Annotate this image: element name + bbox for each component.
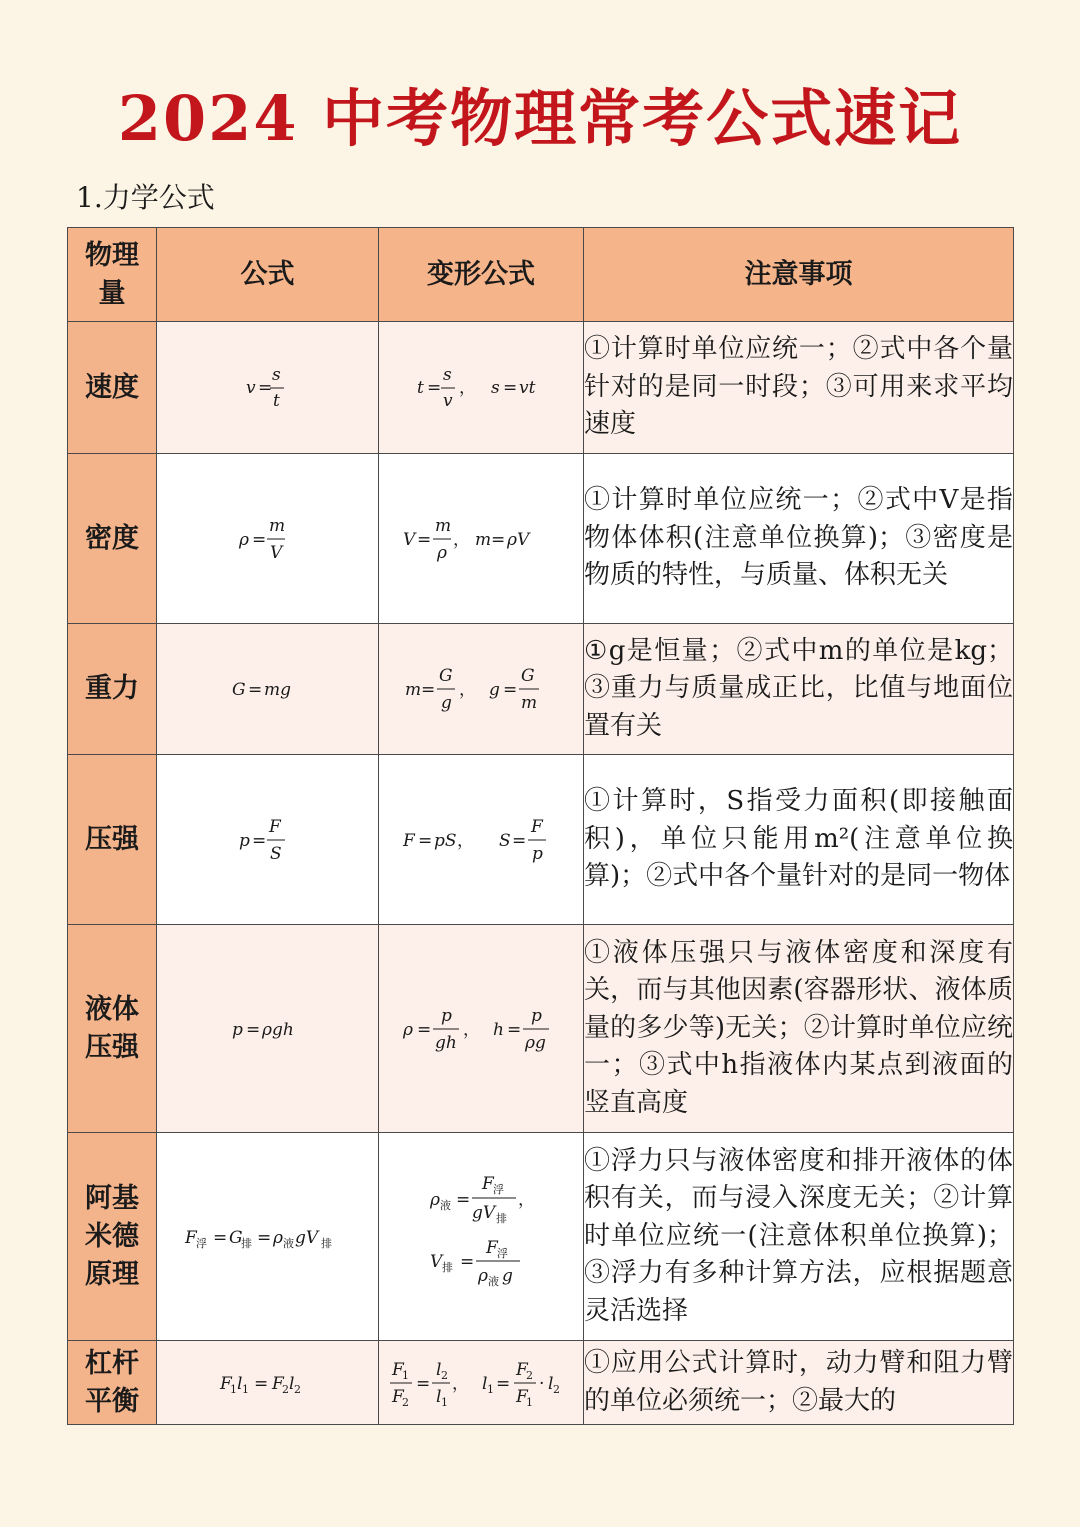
- quantity-name: [68, 1133, 157, 1341]
- svg-text:=: =: [503, 377, 518, 398]
- svg-text:=: =: [245, 1019, 260, 1040]
- formula-cell: [157, 1341, 379, 1425]
- svg-text:l: l: [482, 1373, 488, 1394]
- svg-text:，: ，: [518, 1189, 535, 1210]
- table-header-row: [68, 228, 1014, 322]
- svg-text:s: s: [271, 364, 281, 385]
- deformed-formula-speed: [411, 358, 551, 418]
- svg-text:ρ: ρ: [403, 1019, 413, 1040]
- formula-cell: [157, 454, 379, 624]
- svg-text:1: 1: [441, 1395, 448, 1409]
- deformed-formula-cell: [379, 1341, 584, 1425]
- svg-text:l: l: [548, 1373, 554, 1394]
- formula-cell: [157, 322, 379, 454]
- svg-text:=: =: [460, 1251, 475, 1272]
- svg-text:2: 2: [281, 1382, 289, 1396]
- formula-gravity: [228, 669, 308, 709]
- svg-text:G: G: [231, 680, 246, 700]
- svg-text:F: F: [184, 1227, 197, 1248]
- deformed-formula-cell: [379, 624, 584, 755]
- svg-text:，: ，: [457, 830, 474, 851]
- svg-text:gV: gV: [472, 1202, 496, 1223]
- formula-liquid-pressure: [228, 1009, 308, 1049]
- formula-speed: [238, 358, 298, 418]
- quantity-label: 阿基米德原理: [85, 1182, 139, 1290]
- svg-text:=: =: [491, 529, 506, 550]
- svg-text:2: 2: [293, 1382, 301, 1396]
- svg-text:G: G: [439, 666, 453, 686]
- table-row: [68, 1133, 1014, 1341]
- deformed-formula-pressure: [401, 810, 561, 870]
- svg-text:F: F: [482, 1173, 494, 1194]
- svg-text:F: F: [392, 1386, 404, 1407]
- section-title: 1.力学公式: [76, 181, 215, 214]
- svg-text:l: l: [288, 1373, 294, 1394]
- svg-text:s: s: [491, 377, 500, 398]
- svg-text:=: =: [417, 529, 432, 550]
- quantity-label: 杠杆平衡: [85, 1347, 139, 1417]
- table-row: [68, 925, 1014, 1133]
- svg-text:排: 排: [320, 1236, 332, 1250]
- svg-text:g: g: [441, 693, 452, 713]
- svg-text:1: 1: [487, 1382, 494, 1396]
- svg-text:vt: vt: [519, 377, 536, 398]
- table-row: [68, 1341, 1014, 1425]
- deformed-formula-cell: [379, 322, 584, 454]
- deformed-formula-cell: [379, 454, 584, 624]
- svg-text:1: 1: [402, 1368, 409, 1382]
- svg-text:ρg: ρg: [525, 1032, 546, 1053]
- note-cell: ①应用公式计算时，动力臂和阻力臂的单位必须统一；②最大的: [584, 1341, 1014, 1425]
- svg-text:l: l: [436, 1386, 442, 1407]
- svg-text:gV: gV: [294, 1227, 318, 1248]
- svg-text:·: ·: [539, 1373, 545, 1394]
- svg-text:=: =: [417, 1019, 432, 1040]
- quantity-name: [68, 925, 157, 1133]
- formula-cell: [157, 925, 379, 1133]
- svg-text:h: h: [493, 1019, 504, 1040]
- svg-text:=: =: [507, 1019, 522, 1040]
- svg-text:1: 1: [229, 1382, 237, 1396]
- svg-text:=: =: [257, 377, 272, 398]
- svg-text:p: p: [231, 1019, 243, 1040]
- svg-text:=: =: [253, 1373, 268, 1394]
- svg-text:p: p: [532, 843, 543, 864]
- table-row: [68, 322, 1014, 454]
- svg-text:mg: mg: [263, 680, 291, 700]
- deformed-formula-gravity: [401, 659, 561, 719]
- svg-text:p: p: [531, 1005, 542, 1026]
- svg-text:V: V: [269, 542, 282, 563]
- quantity-name: 密度: [68, 454, 157, 624]
- svg-text:=: =: [256, 1227, 271, 1248]
- svg-text:浮: 浮: [497, 1246, 508, 1260]
- header-quantity: [68, 228, 157, 322]
- deformed-formula-lever: [386, 1353, 576, 1413]
- svg-text:=: =: [421, 680, 436, 700]
- formula-cell: [157, 755, 379, 925]
- svg-text:=: =: [418, 830, 433, 851]
- svg-text:排: 排: [496, 1211, 507, 1225]
- svg-text:p: p: [238, 830, 250, 851]
- svg-text:t: t: [417, 377, 424, 398]
- svg-text:G: G: [228, 1227, 243, 1248]
- svg-text:m: m: [268, 515, 285, 536]
- svg-text:浮: 浮: [195, 1236, 207, 1250]
- svg-text:G: G: [521, 666, 535, 686]
- table-row: [68, 454, 1014, 624]
- svg-text:V: V: [403, 529, 416, 550]
- deformed-formula-cell: [379, 1133, 584, 1341]
- svg-text:液: 液: [282, 1236, 294, 1250]
- deformed-formula-density: [401, 509, 561, 569]
- table-row: [68, 755, 1014, 925]
- svg-text:，: ，: [463, 1019, 480, 1040]
- svg-text:，: ，: [452, 1373, 469, 1394]
- svg-text:排: 排: [240, 1236, 252, 1250]
- svg-text:m: m: [475, 529, 492, 550]
- svg-text:F: F: [516, 1386, 528, 1407]
- formula-cell: [157, 624, 379, 755]
- svg-text:排: 排: [442, 1260, 453, 1274]
- header-notes: 注意事项: [584, 228, 1014, 322]
- svg-text:ρ: ρ: [437, 542, 447, 563]
- deformed-formula-cell: [379, 755, 584, 925]
- svg-text:V: V: [430, 1251, 443, 1272]
- svg-text:2: 2: [553, 1382, 560, 1396]
- svg-text:=: =: [212, 1227, 227, 1248]
- svg-text:=: =: [416, 1373, 431, 1394]
- note-cell: ①计算时单位应统一；②式中各个量针对的是同一时段；③可用来求平均速度: [584, 322, 1014, 454]
- note-cell: ①液体压强只与液体密度和深度有关，而与其他因素(容器形状、液体质量的多少等)无关；②计算时单位应统一；③式中h指液体内某点到液面的竖直高度: [584, 925, 1014, 1133]
- formula-lever: [218, 1363, 318, 1403]
- formula-table: [67, 227, 1014, 1425]
- svg-text:ρ: ρ: [430, 1189, 440, 1210]
- svg-text:ρ: ρ: [478, 1265, 488, 1286]
- svg-text:t: t: [272, 390, 280, 411]
- svg-text:=: =: [456, 1189, 471, 1210]
- svg-text:=: =: [512, 830, 527, 851]
- svg-text:，: ，: [459, 377, 476, 398]
- svg-text:g: g: [502, 1265, 513, 1286]
- svg-text:F: F: [392, 1359, 404, 1380]
- table-row: [68, 624, 1014, 755]
- formula-pressure: [233, 810, 303, 870]
- page-title: 2024 中考物理常考公式速记: [117, 82, 963, 155]
- svg-text:l: l: [436, 1359, 442, 1380]
- formula-archimedes: [183, 1217, 353, 1257]
- svg-text:，: ，: [459, 680, 476, 700]
- svg-text:=: =: [251, 830, 266, 851]
- svg-text:浮: 浮: [493, 1182, 504, 1196]
- note-cell: ①浮力只与液体密度和排开液体的体积有关，而与浸入深度无关；②计算时单位应统一(注意体积单位换算)；③浮力有多种计算方法，应根据题意灵活选择: [584, 1133, 1014, 1341]
- svg-text:m: m: [521, 693, 538, 713]
- svg-text:ρ: ρ: [272, 1227, 283, 1248]
- quantity-name: 重力: [68, 624, 157, 755]
- svg-text:F: F: [268, 816, 281, 837]
- svg-text:ρV: ρV: [507, 529, 530, 550]
- svg-text:，: ，: [453, 529, 470, 550]
- svg-text:F: F: [531, 816, 543, 837]
- svg-text:pS: pS: [434, 830, 457, 851]
- quantity-name: 速度: [68, 322, 157, 454]
- deformed-formula-archimedes: [416, 1167, 546, 1307]
- deformed-formula-liquid-pressure: [401, 999, 561, 1059]
- svg-text:s: s: [443, 364, 452, 385]
- svg-text:=: =: [251, 529, 266, 550]
- note-cell: ①计算时单位应统一；②式中V是指物体体积(注意单位换算)；③密度是物质的特性，与质量、体积无关: [584, 454, 1014, 624]
- formula-cell: [157, 1133, 379, 1341]
- svg-text:=: =: [427, 377, 442, 398]
- svg-text:gh: gh: [435, 1032, 457, 1053]
- svg-text:2: 2: [441, 1368, 448, 1382]
- header-deformed: 变形公式: [379, 228, 584, 322]
- svg-text:ρ: ρ: [238, 529, 249, 550]
- note-cell: ①g是恒量；②式中m的单位是kg；③重力与质量成正比，比值与地面位置有关: [584, 624, 1014, 755]
- svg-text:S: S: [269, 843, 282, 864]
- svg-text:p: p: [441, 1005, 452, 1026]
- svg-text:F: F: [403, 830, 415, 851]
- quantity-name: 压强: [68, 755, 157, 925]
- svg-text:F: F: [486, 1237, 498, 1258]
- svg-text:F: F: [516, 1359, 528, 1380]
- svg-text:v: v: [443, 390, 453, 411]
- formula-density: [233, 509, 303, 569]
- header-formula: 公式: [157, 228, 379, 322]
- svg-text:=: =: [247, 680, 262, 700]
- svg-text:F: F: [219, 1373, 232, 1394]
- svg-text:2: 2: [526, 1368, 533, 1382]
- svg-text:2: 2: [402, 1395, 409, 1409]
- svg-text:=: =: [503, 680, 518, 700]
- svg-text:1: 1: [241, 1382, 249, 1396]
- svg-text:m: m: [405, 680, 422, 700]
- header-quantity-label: 物理量: [85, 239, 139, 309]
- quantity-name: [68, 1341, 157, 1425]
- svg-text:液: 液: [488, 1274, 499, 1288]
- quantity-label: 液体压强: [85, 993, 139, 1063]
- svg-text:=: =: [496, 1373, 511, 1394]
- deformed-formula-cell: [379, 925, 584, 1133]
- svg-text:v: v: [245, 377, 256, 398]
- svg-text:S: S: [499, 830, 511, 851]
- svg-text:ρgh: ρgh: [261, 1019, 294, 1040]
- svg-text:m: m: [435, 515, 452, 536]
- note-cell: ①计算时，S指受力面积(即接触面积)，单位只能用m²(注意单位换算)；②式中各个量针对的是同一物体: [584, 755, 1014, 925]
- svg-text:F: F: [271, 1373, 284, 1394]
- svg-text:g: g: [489, 680, 500, 700]
- svg-text:l: l: [236, 1373, 242, 1394]
- svg-text:液: 液: [440, 1198, 451, 1212]
- svg-text:1: 1: [526, 1395, 533, 1409]
